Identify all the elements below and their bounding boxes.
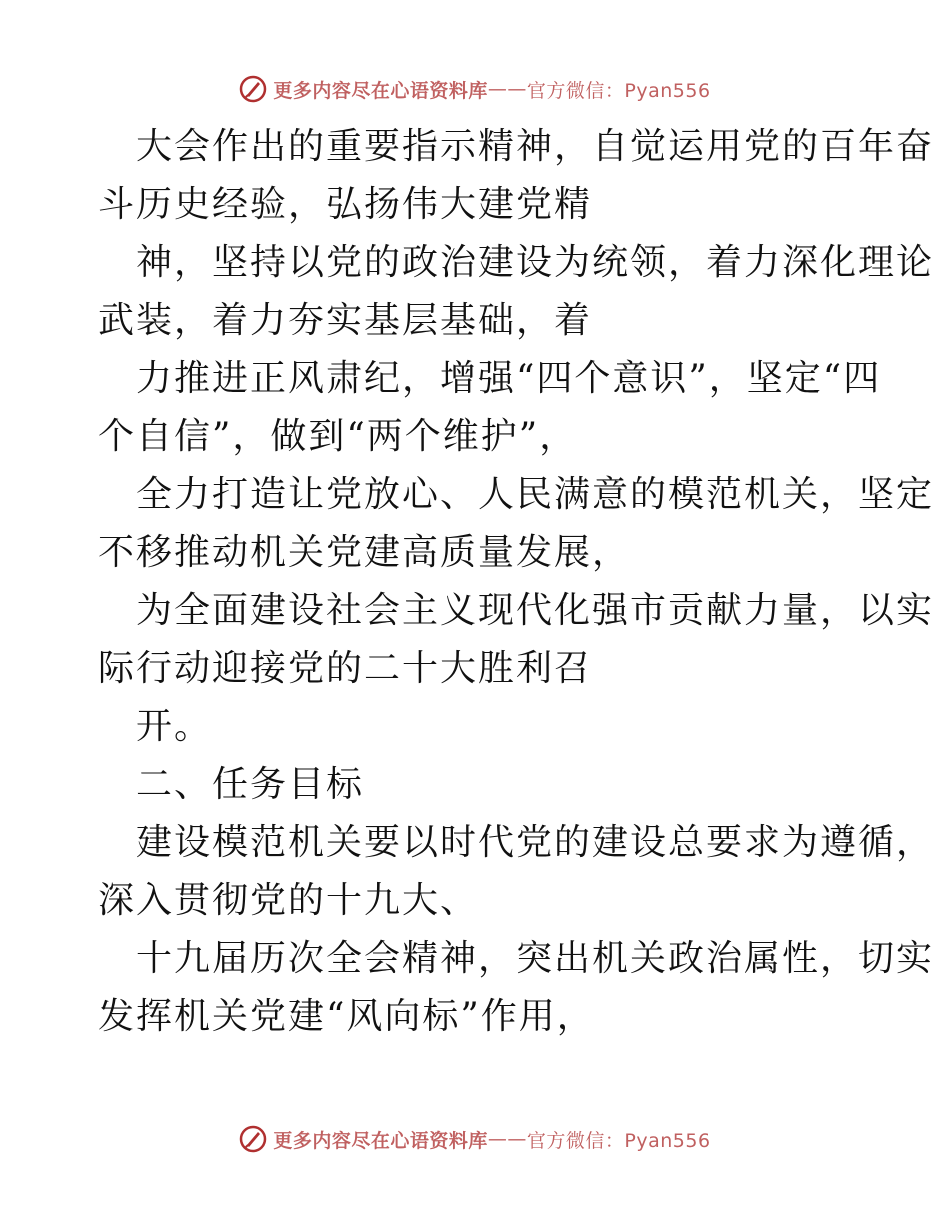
text-line: 斗历史经验，弘扬伟大建党精: [98, 184, 593, 225]
text-line: 武装，着力夯实基层基础，着: [98, 300, 593, 341]
text-line: 大会作出的重要指示精神，自觉运用党的百年奋: [136, 126, 935, 167]
text-line: 为全面建设社会主义现代化强市贡献力量，以实: [136, 590, 935, 631]
section-heading: 二、任务目标: [136, 764, 365, 805]
header-watermark-banner: [0, 72, 950, 106]
text-line: 发挥机关党建“风向标”作用，: [98, 996, 595, 1037]
text-line: 际行动迎接党的二十大胜利召: [98, 648, 593, 689]
text-line: 不移推动机关党建高质量发展，: [98, 532, 631, 573]
dash-separator: ——: [487, 78, 527, 100]
promo-text: 更多内容尽在心语资料库: [273, 79, 488, 102]
wechat-id-text: 官方微信：Pyan556: [526, 79, 711, 102]
text-line: 建设模范机关要以时代党的建设总要求为遵循，: [136, 822, 935, 863]
text-line: 力推进正风肃纪，增强“四个意识”，坚定“四: [136, 358, 882, 399]
footer-watermark-banner: [0, 1122, 950, 1156]
text-line: 个自信”，做到“两个维护”，: [98, 416, 578, 457]
text-line: 深入贯彻党的十九大、: [98, 880, 479, 921]
document-body: [98, 118, 935, 1046]
text-line: 全力打造让党放心、人民满意的模范机关，坚定: [136, 474, 935, 515]
promo-text: 更多内容尽在心语资料库: [273, 1129, 488, 1152]
dash-separator: ——: [487, 1128, 527, 1150]
wechat-id-text: 官方微信：Pyan556: [526, 1129, 711, 1152]
text-line: 神，坚持以党的政治建设为统领，着力深化理论: [136, 242, 935, 283]
text-line: 十九届历次全会精神，突出机关政治属性，切实: [136, 938, 935, 979]
text-line: 开。: [136, 706, 213, 747]
quill-pen-logo-icon: [239, 1125, 267, 1153]
quill-pen-logo-icon: [239, 75, 267, 103]
